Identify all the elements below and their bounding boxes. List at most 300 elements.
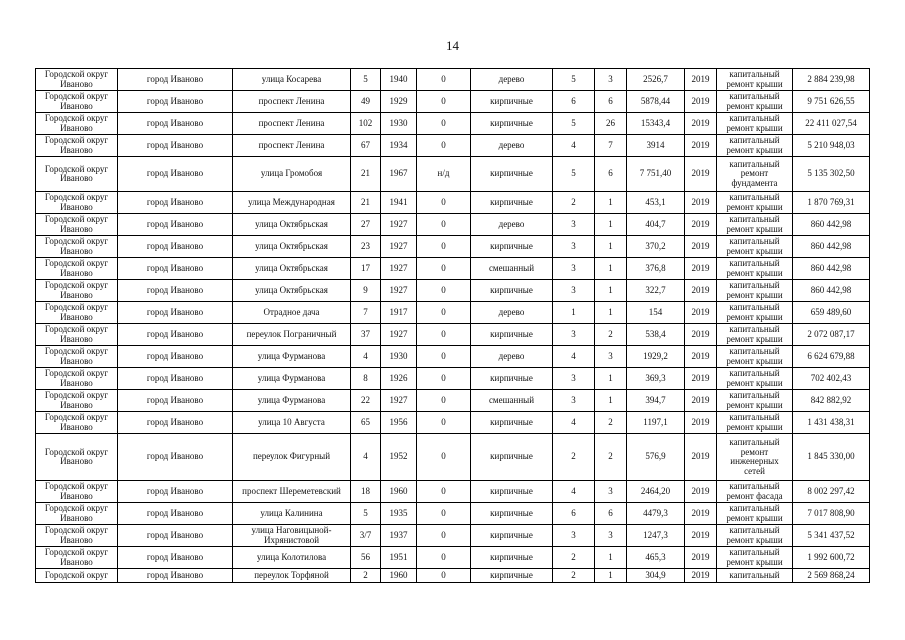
year-commissioned-cell: 0	[417, 192, 471, 214]
year-commissioned-cell: 0	[417, 547, 471, 569]
area-cell: 376,8	[627, 258, 685, 280]
house-number-cell: 22	[351, 390, 381, 412]
area-cell: 4479,3	[627, 503, 685, 525]
wall-material-cell: дерево	[471, 302, 553, 324]
area-cell: 576,9	[627, 434, 685, 481]
floors-cell: 3	[553, 258, 595, 280]
table-row	[36, 547, 870, 569]
street-cell: Отрадное дача	[233, 302, 351, 324]
municipality-cell: Городской округ Иваново	[36, 192, 118, 214]
area-cell: 369,3	[627, 368, 685, 390]
wall-material-cell: кирпичные	[471, 547, 553, 569]
settlement-cell: город Иваново	[118, 324, 233, 346]
area-cell: 2464,20	[627, 481, 685, 503]
street-cell: улица Колотилова	[233, 547, 351, 569]
table-row	[36, 503, 870, 525]
house-number-cell: 21	[351, 157, 381, 192]
street-cell: улица Фурманова	[233, 346, 351, 368]
floors-cell: 2	[553, 192, 595, 214]
area-cell: 2526,7	[627, 69, 685, 91]
plan-year-cell: 2019	[685, 525, 717, 547]
settlement-cell: город Иваново	[118, 157, 233, 192]
entrances-cell: 3	[595, 69, 627, 91]
wall-material-cell: дерево	[471, 135, 553, 157]
housing-repair-table	[35, 68, 870, 583]
year-commissioned-cell: 0	[417, 434, 471, 481]
table-row	[36, 69, 870, 91]
work-type-cell: капитальный ремонт крыши	[717, 547, 793, 569]
table-row	[36, 192, 870, 214]
plan-year-cell: 2019	[685, 157, 717, 192]
plan-year-cell: 2019	[685, 346, 717, 368]
entrances-cell: 1	[595, 569, 627, 583]
municipality-cell: Городской округ Иваново	[36, 91, 118, 113]
cost-cell: 22 411 027,54	[793, 113, 870, 135]
entrances-cell: 2	[595, 412, 627, 434]
cost-cell: 2 072 087,17	[793, 324, 870, 346]
entrances-cell: 3	[595, 481, 627, 503]
work-type-cell: капитальный ремонт крыши	[717, 503, 793, 525]
entrances-cell: 1	[595, 214, 627, 236]
floors-cell: 6	[553, 503, 595, 525]
house-number-cell: 37	[351, 324, 381, 346]
year-commissioned-cell: 0	[417, 346, 471, 368]
plan-year-cell: 2019	[685, 302, 717, 324]
year-commissioned-cell: 0	[417, 368, 471, 390]
year-built-cell: 1927	[381, 258, 417, 280]
year-commissioned-cell: 0	[417, 280, 471, 302]
municipality-cell: Городской округ Иваново	[36, 236, 118, 258]
cost-cell: 5 135 302,50	[793, 157, 870, 192]
year-commissioned-cell: 0	[417, 525, 471, 547]
cost-cell: 860 442,98	[793, 214, 870, 236]
wall-material-cell: кирпичные	[471, 192, 553, 214]
house-number-cell: 49	[351, 91, 381, 113]
year-built-cell: 1927	[381, 236, 417, 258]
house-number-cell: 8	[351, 368, 381, 390]
street-cell: переулок Фигурный	[233, 434, 351, 481]
municipality-cell: Городской округ Иваново	[36, 434, 118, 481]
area-cell: 5878,44	[627, 91, 685, 113]
year-built-cell: 1956	[381, 412, 417, 434]
floors-cell: 5	[553, 69, 595, 91]
house-number-cell: 5	[351, 503, 381, 525]
street-cell: переулок Торфяной	[233, 569, 351, 583]
year-commissioned-cell: 0	[417, 302, 471, 324]
street-cell: улица Октябрьская	[233, 214, 351, 236]
municipality-cell: Городской округ Иваново	[36, 481, 118, 503]
plan-year-cell: 2019	[685, 412, 717, 434]
table-row	[36, 434, 870, 481]
work-type-cell: капитальный ремонт крыши	[717, 525, 793, 547]
settlement-cell: город Иваново	[118, 481, 233, 503]
municipality-cell: Городской округ Иваново	[36, 346, 118, 368]
municipality-cell: Городской округ Иваново	[36, 368, 118, 390]
wall-material-cell: кирпичные	[471, 503, 553, 525]
floors-cell: 3	[553, 214, 595, 236]
year-built-cell: 1926	[381, 368, 417, 390]
entrances-cell: 7	[595, 135, 627, 157]
table-body	[36, 69, 870, 583]
wall-material-cell: кирпичные	[471, 412, 553, 434]
floors-cell: 5	[553, 113, 595, 135]
year-built-cell: 1917	[381, 302, 417, 324]
table-row	[36, 525, 870, 547]
year-commissioned-cell: 0	[417, 236, 471, 258]
plan-year-cell: 2019	[685, 368, 717, 390]
entrances-cell: 2	[595, 434, 627, 481]
work-type-cell: капитальный ремонт крыши	[717, 91, 793, 113]
wall-material-cell: смешанный	[471, 390, 553, 412]
municipality-cell: Городской округ Иваново	[36, 135, 118, 157]
cost-cell: 2 884 239,98	[793, 69, 870, 91]
work-type-cell: капитальный ремонт крыши	[717, 346, 793, 368]
area-cell: 370,2	[627, 236, 685, 258]
year-built-cell: 1929	[381, 91, 417, 113]
settlement-cell: город Иваново	[118, 525, 233, 547]
entrances-cell: 1	[595, 258, 627, 280]
table-row	[36, 368, 870, 390]
year-built-cell: 1960	[381, 569, 417, 583]
work-type-cell: капитальный ремонт крыши	[717, 258, 793, 280]
work-type-cell: капитальный ремонт крыши	[717, 280, 793, 302]
cost-cell: 5 341 437,52	[793, 525, 870, 547]
area-cell: 394,7	[627, 390, 685, 412]
year-commissioned-cell: 0	[417, 91, 471, 113]
area-cell: 154	[627, 302, 685, 324]
cost-cell: 860 442,98	[793, 280, 870, 302]
municipality-cell: Городской округ Иваново	[36, 280, 118, 302]
house-number-cell: 56	[351, 547, 381, 569]
plan-year-cell: 2019	[685, 503, 717, 525]
cost-cell: 1 992 600,72	[793, 547, 870, 569]
municipality-cell: Городской округ Иваново	[36, 157, 118, 192]
plan-year-cell: 2019	[685, 236, 717, 258]
municipality-cell: Городской округ Иваново	[36, 390, 118, 412]
street-cell: переулок Пограничный	[233, 324, 351, 346]
settlement-cell: город Иваново	[118, 412, 233, 434]
year-commissioned-cell: 0	[417, 135, 471, 157]
wall-material-cell: кирпичные	[471, 157, 553, 192]
house-number-cell: 65	[351, 412, 381, 434]
year-built-cell: 1967	[381, 157, 417, 192]
street-cell: улица Наговицыной-Ихрянистовой	[233, 525, 351, 547]
table-row	[36, 390, 870, 412]
house-number-cell: 23	[351, 236, 381, 258]
plan-year-cell: 2019	[685, 113, 717, 135]
settlement-cell: город Иваново	[118, 368, 233, 390]
year-commissioned-cell: 0	[417, 258, 471, 280]
settlement-cell: город Иваново	[118, 258, 233, 280]
work-type-cell: капитальный ремонт крыши	[717, 214, 793, 236]
wall-material-cell: кирпичные	[471, 569, 553, 583]
street-cell: улица Октябрьская	[233, 258, 351, 280]
wall-material-cell: кирпичные	[471, 368, 553, 390]
year-built-cell: 1927	[381, 390, 417, 412]
plan-year-cell: 2019	[685, 214, 717, 236]
floors-cell: 3	[553, 280, 595, 302]
table-row	[36, 258, 870, 280]
house-number-cell: 102	[351, 113, 381, 135]
entrances-cell: 3	[595, 346, 627, 368]
settlement-cell: город Иваново	[118, 569, 233, 583]
year-commissioned-cell: 0	[417, 569, 471, 583]
year-commissioned-cell: 0	[417, 481, 471, 503]
plan-year-cell: 2019	[685, 390, 717, 412]
plan-year-cell: 2019	[685, 135, 717, 157]
house-number-cell: 5	[351, 69, 381, 91]
plan-year-cell: 2019	[685, 434, 717, 481]
municipality-cell: Городской округ Иваново	[36, 412, 118, 434]
house-number-cell: 18	[351, 481, 381, 503]
area-cell: 538,4	[627, 324, 685, 346]
year-built-cell: 1927	[381, 324, 417, 346]
page-number: 14	[446, 38, 459, 53]
street-cell: улица Октябрьская	[233, 280, 351, 302]
plan-year-cell: 2019	[685, 280, 717, 302]
work-type-cell: капитальный ремонт крыши	[717, 192, 793, 214]
entrances-cell: 1	[595, 236, 627, 258]
cost-cell: 6 624 679,88	[793, 346, 870, 368]
wall-material-cell: кирпичные	[471, 481, 553, 503]
year-built-cell: 1935	[381, 503, 417, 525]
floors-cell: 4	[553, 346, 595, 368]
wall-material-cell: кирпичные	[471, 525, 553, 547]
year-built-cell: 1960	[381, 481, 417, 503]
floors-cell: 3	[553, 368, 595, 390]
entrances-cell: 1	[595, 390, 627, 412]
year-commissioned-cell: 0	[417, 412, 471, 434]
wall-material-cell: дерево	[471, 214, 553, 236]
settlement-cell: город Иваново	[118, 280, 233, 302]
entrances-cell: 1	[595, 547, 627, 569]
cost-cell: 8 002 297,42	[793, 481, 870, 503]
work-type-cell: капитальный ремонт фундамента	[717, 157, 793, 192]
wall-material-cell: кирпичные	[471, 91, 553, 113]
municipality-cell: Городской округ Иваново	[36, 113, 118, 135]
year-commissioned-cell: 0	[417, 214, 471, 236]
cost-cell: 702 402,43	[793, 368, 870, 390]
municipality-cell: Городской округ Иваново	[36, 69, 118, 91]
floors-cell: 5	[553, 157, 595, 192]
cost-cell: 7 017 808,90	[793, 503, 870, 525]
street-cell: улица Фурманова	[233, 390, 351, 412]
house-number-cell: 67	[351, 135, 381, 157]
table-row	[36, 113, 870, 135]
table-row	[36, 324, 870, 346]
table-row	[36, 412, 870, 434]
area-cell: 7 751,40	[627, 157, 685, 192]
floors-cell: 2	[553, 547, 595, 569]
work-type-cell: капитальный ремонт крыши	[717, 412, 793, 434]
street-cell: улица Международная	[233, 192, 351, 214]
table-row	[36, 280, 870, 302]
area-cell: 304,9	[627, 569, 685, 583]
wall-material-cell: дерево	[471, 69, 553, 91]
settlement-cell: город Иваново	[118, 214, 233, 236]
cost-cell: 860 442,98	[793, 258, 870, 280]
entrances-cell: 26	[595, 113, 627, 135]
street-cell: проспект Ленина	[233, 113, 351, 135]
settlement-cell: город Иваново	[118, 192, 233, 214]
year-built-cell: 1951	[381, 547, 417, 569]
plan-year-cell: 2019	[685, 69, 717, 91]
plan-year-cell: 2019	[685, 258, 717, 280]
table-row	[36, 346, 870, 368]
floors-cell: 6	[553, 91, 595, 113]
municipality-cell: Городской округ Иваново	[36, 503, 118, 525]
work-type-cell: капитальный ремонт крыши	[717, 135, 793, 157]
cost-cell: 1 845 330,00	[793, 434, 870, 481]
table-row	[36, 135, 870, 157]
municipality-cell: Городской округ Иваново	[36, 302, 118, 324]
year-built-cell: 1927	[381, 280, 417, 302]
floors-cell: 3	[553, 525, 595, 547]
area-cell: 1929,2	[627, 346, 685, 368]
street-cell: улица Косарева	[233, 69, 351, 91]
year-commissioned-cell: 0	[417, 69, 471, 91]
entrances-cell: 6	[595, 157, 627, 192]
entrances-cell: 2	[595, 324, 627, 346]
settlement-cell: город Иваново	[118, 91, 233, 113]
work-type-cell: капитальный ремонт крыши	[717, 302, 793, 324]
year-commissioned-cell: 0	[417, 503, 471, 525]
municipality-cell: Городской округ Иваново	[36, 324, 118, 346]
table-row	[36, 91, 870, 113]
work-type-cell: капитальный ремонт крыши	[717, 113, 793, 135]
street-cell: улица 10 Августа	[233, 412, 351, 434]
street-cell: проспект Шереметевский	[233, 481, 351, 503]
plan-year-cell: 2019	[685, 481, 717, 503]
table-row	[36, 302, 870, 324]
street-cell: улица Громобоя	[233, 157, 351, 192]
wall-material-cell: смешанный	[471, 258, 553, 280]
table-row	[36, 481, 870, 503]
work-type-cell: капитальный	[717, 569, 793, 583]
year-commissioned-cell: 0	[417, 324, 471, 346]
year-built-cell: 1940	[381, 69, 417, 91]
area-cell: 322,7	[627, 280, 685, 302]
cost-cell: 9 751 626,55	[793, 91, 870, 113]
house-number-cell: 21	[351, 192, 381, 214]
table-row	[36, 236, 870, 258]
year-commissioned-cell: н/д	[417, 157, 471, 192]
house-number-cell: 17	[351, 258, 381, 280]
area-cell: 15343,4	[627, 113, 685, 135]
plan-year-cell: 2019	[685, 569, 717, 583]
entrances-cell: 1	[595, 368, 627, 390]
floors-cell: 2	[553, 434, 595, 481]
settlement-cell: город Иваново	[118, 135, 233, 157]
street-cell: проспект Ленина	[233, 135, 351, 157]
settlement-cell: город Иваново	[118, 113, 233, 135]
wall-material-cell: кирпичные	[471, 324, 553, 346]
area-cell: 404,7	[627, 214, 685, 236]
municipality-cell: Городской округ Иваново	[36, 547, 118, 569]
cost-cell: 2 569 868,24	[793, 569, 870, 583]
table-row	[36, 157, 870, 192]
cost-cell: 5 210 948,03	[793, 135, 870, 157]
wall-material-cell: кирпичные	[471, 113, 553, 135]
cost-cell: 860 442,98	[793, 236, 870, 258]
entrances-cell: 1	[595, 192, 627, 214]
house-number-cell: 3/7	[351, 525, 381, 547]
floors-cell: 3	[553, 390, 595, 412]
year-built-cell: 1941	[381, 192, 417, 214]
municipality-cell: Городской округ Иваново	[36, 258, 118, 280]
work-type-cell: капитальный ремонт крыши	[717, 390, 793, 412]
house-number-cell: 4	[351, 434, 381, 481]
plan-year-cell: 2019	[685, 192, 717, 214]
house-number-cell: 7	[351, 302, 381, 324]
work-type-cell: капитальный ремонт крыши	[717, 368, 793, 390]
year-built-cell: 1934	[381, 135, 417, 157]
street-cell: улица Октябрьская	[233, 236, 351, 258]
settlement-cell: город Иваново	[118, 69, 233, 91]
house-number-cell: 2	[351, 569, 381, 583]
plan-year-cell: 2019	[685, 91, 717, 113]
street-cell: улица Фурманова	[233, 368, 351, 390]
year-built-cell: 1930	[381, 113, 417, 135]
cost-cell: 1 431 438,31	[793, 412, 870, 434]
work-type-cell: капитальный ремонт фасада	[717, 481, 793, 503]
settlement-cell: город Иваново	[118, 236, 233, 258]
settlement-cell: город Иваново	[118, 302, 233, 324]
area-cell: 465,3	[627, 547, 685, 569]
municipality-cell: Городской округ	[36, 569, 118, 583]
entrances-cell: 3	[595, 525, 627, 547]
year-commissioned-cell: 0	[417, 113, 471, 135]
work-type-cell: капитальный ремонт крыши	[717, 324, 793, 346]
settlement-cell: город Иваново	[118, 434, 233, 481]
plan-year-cell: 2019	[685, 324, 717, 346]
floors-cell: 4	[553, 481, 595, 503]
floors-cell: 3	[553, 236, 595, 258]
table-row	[36, 569, 870, 583]
year-commissioned-cell: 0	[417, 390, 471, 412]
municipality-cell: Городской округ Иваново	[36, 214, 118, 236]
year-built-cell: 1952	[381, 434, 417, 481]
work-type-cell: капитальный ремонт инженерных сетей	[717, 434, 793, 481]
entrances-cell: 1	[595, 302, 627, 324]
cost-cell: 1 870 769,31	[793, 192, 870, 214]
entrances-cell: 1	[595, 280, 627, 302]
entrances-cell: 6	[595, 503, 627, 525]
municipality-cell: Городской округ Иваново	[36, 525, 118, 547]
floors-cell: 2	[553, 569, 595, 583]
year-built-cell: 1930	[381, 346, 417, 368]
plan-year-cell: 2019	[685, 547, 717, 569]
work-type-cell: капитальный ремонт крыши	[717, 69, 793, 91]
cost-cell: 659 489,60	[793, 302, 870, 324]
wall-material-cell: кирпичные	[471, 434, 553, 481]
wall-material-cell: кирпичные	[471, 236, 553, 258]
wall-material-cell: дерево	[471, 346, 553, 368]
entrances-cell: 6	[595, 91, 627, 113]
work-type-cell: капитальный ремонт крыши	[717, 236, 793, 258]
floors-cell: 3	[553, 324, 595, 346]
street-cell: улица Калинина	[233, 503, 351, 525]
settlement-cell: город Иваново	[118, 346, 233, 368]
house-number-cell: 27	[351, 214, 381, 236]
floors-cell: 4	[553, 135, 595, 157]
street-cell: проспект Ленина	[233, 91, 351, 113]
year-built-cell: 1927	[381, 214, 417, 236]
settlement-cell: город Иваново	[118, 547, 233, 569]
settlement-cell: город Иваново	[118, 390, 233, 412]
house-number-cell: 9	[351, 280, 381, 302]
settlement-cell: город Иваново	[118, 503, 233, 525]
